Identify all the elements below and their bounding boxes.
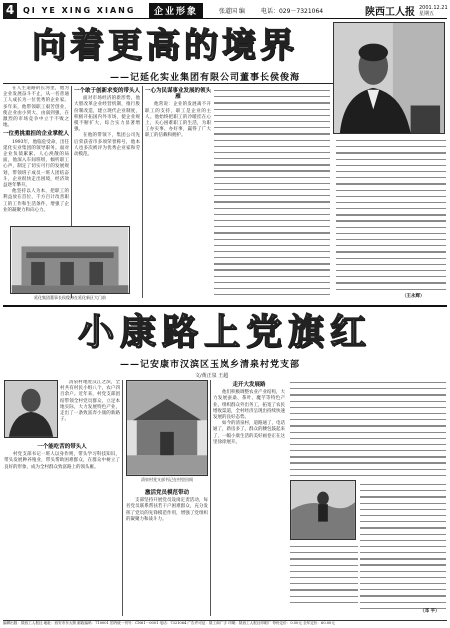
body-text-block — [336, 140, 446, 295]
village-field-photo — [290, 480, 356, 540]
section-heading: 激活党员模范带动 — [144, 490, 189, 496]
body-text-block — [360, 484, 446, 614]
body-text-block — [290, 382, 446, 481]
article-1-column-2: 一个敢于创新求变的带头人 面对市场经济的新形势，他大胆改革企业经营机制，推行股份制改造，建立现代企业制度，积极开拓国内外市场，使企业规模不断扩大，综合实力显著增强。 在他的带领下，集团公司先后荣获省市多项荣誉称号，他本人也多次被评为优秀企业家和劳动模范。 — [74, 88, 140, 158]
publication-info-footer: 编辑出版：陕西工人报社 地址：西安市东大街 邮政编码：710001 国内统一刊号：CN61－0001 电话：7321064 广告许可证：陕工商广字 印刷：陕西工人报社印刷厂 每份定价：0.50元 全年定价：60.00元 — [3, 620, 447, 626]
article-2-column-1: 清泉村地处汉江之滨，全村共有村民小组八个，农户四百余户。近年来，村党支部团结带领全村党员群众，立足本地实际，大力发展特色产业，走出了一条致富奔小康的新路子。 — [60, 380, 120, 423]
page-header — [3, 3, 447, 19]
section-heading: 一个能吃苦的带头人 — [37, 444, 87, 450]
section-heading: 一位勇挑重担的企业掌舵人 — [3, 131, 69, 138]
article-2-author: （邓 平） — [420, 609, 440, 614]
article-2-column-4: 走开大发展路 他们积极调整农业产业结构，大力发展蚕桑、茶叶、魔芋等特色产业，组织群众外出务工，拓宽了农民增收渠道，全村经济呈现出持续快速发展的良好态势。 如今的清泉村，道路通了，电话通了，新房多了，群众的腰包鼓起来了，一幅小康生活的美好画卷正在这里徐徐展开。 — [213, 382, 285, 445]
telephone: 电话：029－7321064 — [260, 8, 324, 15]
column-rule — [122, 380, 123, 616]
section-pinyin: QI YE XING XIANG — [23, 6, 136, 15]
photo-caption: 清泉村党支部书记在村里田间 — [141, 477, 193, 482]
body-text-block — [290, 546, 358, 608]
headline-article-1: 向着更高的境界 — [32, 26, 298, 66]
article-divider — [3, 305, 447, 307]
section-name: 企业形象 — [149, 3, 203, 18]
column-rule — [210, 380, 211, 616]
subtitle-article-2: ——记安康市汉滨区玉岚乡清泉村党支部 — [120, 360, 301, 370]
village-house-photo — [126, 380, 208, 476]
article-2-column-2: 一个能吃苦的带头人 村党支部书记一班人以身作则，带头学习科技知识，带头发展种养殖业，带头帮助困难群众，在群众中树立了良好的形象，成为全村群众致富路上的领头雁。 — [4, 444, 120, 470]
article-2-byline: 文/黄正泉 王超 — [195, 373, 229, 379]
article-2-column-3: 激活党员模范带动 支部坚持开展党员设岗定责活动，每名党员联系帮扶若干户困难群众，充分发挥了党员的先锋模范作用，增强了党组织的凝聚力和战斗力。 — [126, 490, 208, 522]
subtitle-article-1: ——记延化实业集团有限公司董事长侯俊海 — [110, 73, 301, 83]
section-heading: 一心为民谋事业发展的领头雁 — [145, 88, 211, 101]
issue-date: 2001.12.21 星期五 — [419, 4, 448, 17]
newspaper-logo: 陕西工人报 — [365, 7, 415, 18]
article-1-column-3: 一心为民谋事业发展的领头雁 他常说：企业的发展离不开职工的支持，职工是企业的主人。他始终把职工的冷暖挂在心上，关心困难职工的生活，为职工办实事、办好事，赢得了广大职工的信赖和拥护。 — [145, 88, 211, 139]
section-heading: 走开大发展路 — [232, 382, 266, 388]
portrait-photo — [333, 22, 445, 134]
section-heading: 一个敢于创新求变的带头人 — [74, 88, 140, 94]
building-photo — [10, 226, 130, 294]
article-1-author: （王永辉） — [402, 294, 425, 299]
divider — [3, 83, 333, 84]
headline-article-2: 小康路上党旗红 — [77, 312, 372, 353]
column-rule — [142, 86, 143, 298]
editor-credit: 张道国 编 — [219, 8, 245, 15]
body-text-block — [214, 90, 330, 300]
article-1-column-1: 在人生道路的长河里，他为企业发展奋斗不止，从一名普通工人成长为一位优秀的企业家。多年来，他带领职工艰苦创业，使企业由小到大、由弱到强，在激烈的市场竞争中立于不败之地。 一位勇挑重担的企业掌舵人 1993年，他临危受命，出任延化实业集团的领导职务。面对企业负债累累、人心涣散的局面，他深入车间班组，倾听职工心声，制定了切实可行的发展规划，带领班子成员一班人团结奋斗，企业很快走出困境，经济效益逐年攀升。 他坚持以人为本，把职工的利益放在首位，千方百计改善职工的工作和生活条件，增强了企业的凝聚力和向心力。 — [3, 86, 69, 213]
village-leader-photo — [4, 380, 58, 438]
page-number: 4 — [3, 3, 17, 18]
photo-caption: 延化集团董事长侯俊海在延化新区大门前 — [34, 295, 106, 300]
